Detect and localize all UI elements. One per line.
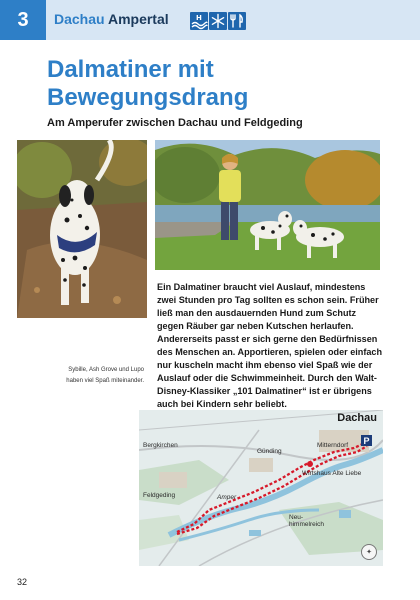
place-feldgeding: Feldgeding bbox=[143, 492, 176, 499]
region-subname: Ampertal bbox=[107, 11, 169, 27]
route-map bbox=[139, 410, 383, 566]
place-bergkirchen: Bergkirchen bbox=[143, 442, 178, 449]
pictogram-row bbox=[190, 12, 246, 30]
region-title bbox=[54, 11, 169, 27]
parking-icon: P bbox=[361, 435, 372, 446]
article-subtitle: Am Amperufer zwischen Dachau und Feldgeding bbox=[47, 117, 303, 129]
article-body: Ein Dalmatiner braucht viel Auslauf, mindestens zwei Stunden pro Tag sollten es schon sein. Früher ließ man den ausdauernden Hund zum Schutz gegen Räuber gar neben Kutschen herlaufen. Andererseits passt er sich gerne den Bedürfnissen des Menschen an. Apportieren, spielen oder einfach nur kuscheln macht ihm ebenso viel Spaß wie der Auslauf oder die Schwimmeinheit. Durch den Walt-Disney-Klassiker „101 Dalmatiner“ ist er übrigens auch bei Kindern sehr beliebt. bbox=[157, 282, 383, 409]
article-title: Dalmatiner mit Bewegungsdrang bbox=[47, 56, 249, 111]
chapter-number: 3 bbox=[0, 0, 46, 40]
svg-text:H: H bbox=[196, 14, 202, 22]
place-gunding: Günding bbox=[257, 448, 282, 455]
place-mitterndorf: Mitterndorf bbox=[317, 442, 349, 449]
snowflake-icon bbox=[209, 12, 227, 30]
place-neuhimmelreich: Neu- himmelreich bbox=[289, 514, 325, 528]
chapter-header bbox=[0, 0, 420, 40]
dalmatian-photo bbox=[17, 140, 147, 318]
riverbank-photo bbox=[155, 140, 380, 270]
page-number: 32 bbox=[17, 577, 28, 587]
compass-icon: ✦ bbox=[361, 544, 377, 560]
river-label: Amper bbox=[217, 494, 237, 501]
restaurant-icon bbox=[228, 12, 246, 30]
map-title: Dachau bbox=[337, 412, 377, 424]
photo-caption: Sybille, Ash Grove und Lupo haben viel Spaß miteinander. bbox=[66, 367, 144, 384]
region-name: Dachau bbox=[54, 11, 105, 27]
place-wirtshaus: Wirtshaus Alte Liebe bbox=[302, 470, 362, 477]
hiking-pictogram-icon bbox=[190, 12, 208, 30]
